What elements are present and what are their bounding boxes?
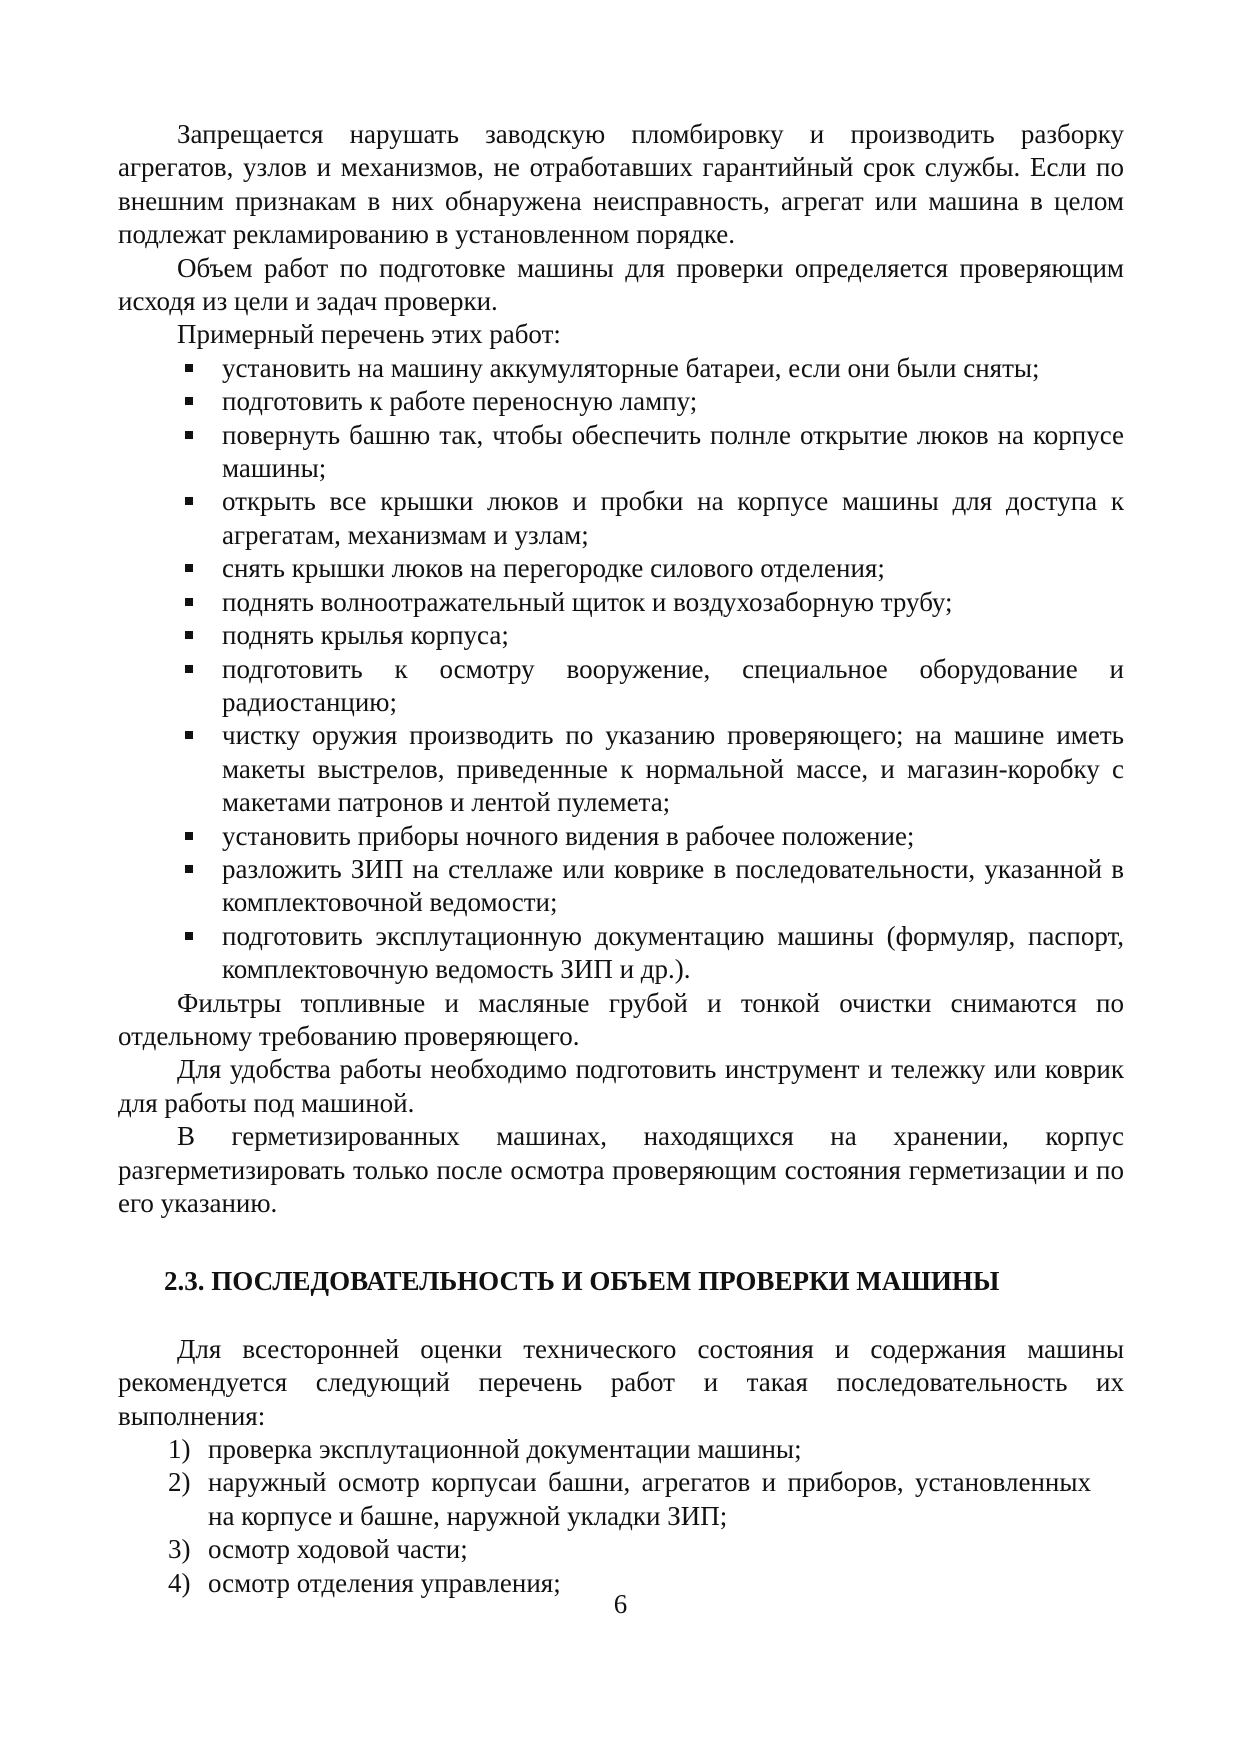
item-number: 2) [168,1467,191,1498]
paragraph-scope: Объем работ по подготовке машины для проверки определяется проверяющим исходя из цели и задач проверки. [118,252,1124,317]
item-text: наружный осмотр корпусаи башни, агрегатов и приборов, установленных на корпусе и башне, наружной укладки ЗИП; [208,1467,1091,1531]
item-text: осмотр ходовой части; [208,1534,468,1565]
item-number: 1) [168,1434,191,1465]
bullet-item: подготовить к работе переносную лампу; [222,385,1124,418]
bullet-item: поднять крылья корпуса; [222,619,1124,652]
bullet-item: снять крышки люков на перегородке силового отделения; [222,552,1124,585]
item-number: 4) [168,1567,191,1598]
paragraph-list-intro: Примерный перечень этих работ: [177,319,561,350]
section-spacer [118,1299,1124,1333]
page-content [118,118,1124,1600]
paragraph-tools: Для удобства работы необходимо подготовить инструмент и тележку или коврик для работы под машиной. [118,1054,1124,1118]
bullet-item: установить на машину аккумуляторные батареи, если они были сняты; [222,352,1124,385]
bullet-item: подготовить эксплутационную документацию машины (формуляр, паспорт, комплектовочную ведомость ЗИП и др.). [222,920,1124,987]
preparation-bullet-list [118,352,1124,987]
bullet-item: подготовить к осмотру вооружение, специальное оборудование и радиостанцию; [222,653,1124,720]
inspection-numbered-list [118,1433,1124,1600]
item-text: проверка эксплутационной документации машины; [208,1434,802,1465]
bullet-item: открыть все крышки люков и пробки на корпусе машины для доступа к агрегатам, механизмам и узлам; [222,485,1124,552]
bullet-item: установить приборы ночного видения в рабочее положение; [222,820,1124,853]
page-number: 6 [613,1589,628,1619]
numbered-item [168,1433,1091,1466]
numbered-item [168,1466,1091,1533]
bullet-item: разложить ЗИП на стеллаже или коврике в последовательности, указанной в комплектовочной ведомости; [222,853,1124,920]
section-heading: 2.3. ПОСЛЕДОВАТЕЛЬНОСТЬ И ОБЪЕМ ПРОВЕРКИ МАШИНЫ [164,1266,1000,1297]
item-number: 3) [168,1534,191,1565]
bullet-item: чистку оружия производить по указанию проверяющего; на машине иметь макеты выстрелов, приведенные к нормальной массе, и магазин-коробку с макетами патронов и лентой пулемета; [222,719,1124,819]
bullet-item: поднять волноотражательный щиток и воздухозаборную трубу; [222,586,1124,619]
item-text: осмотр отделения управления; [208,1567,561,1598]
section-intro-paragraph: Для всесторонней оценки технического состояния и содержания машины рекомендуется следующий перечень работ и такая последовательность их выполнения: [118,1333,1124,1431]
paragraph-sealed: В герметизированных машинах, находящихся на хранении, корпус разгерметизировать только после осмотра проверяющим состояния герметизации и по его указанию. [118,1121,1124,1218]
bullet-item: повернуть башню так, чтобы обеспечить полнле открытие люков на корпусе машины; [222,419,1124,486]
paragraph-warranty: Запрещается нарушать заводскую пломбировку и производить разборку агрегатов, узлов и механизмов, не отработавших гарантийный срок службы. Если по внешним признакам в них обнаружена неисправность, агрегат или машина в целом подлежат рекламированию в установленном порядке. [118,119,1124,250]
paragraph-filters: Фильтры топливные и масляные грубой и тонкой очистки снимаются по отдельному требованию проверяющего. [118,987,1124,1051]
numbered-item [168,1533,1091,1566]
